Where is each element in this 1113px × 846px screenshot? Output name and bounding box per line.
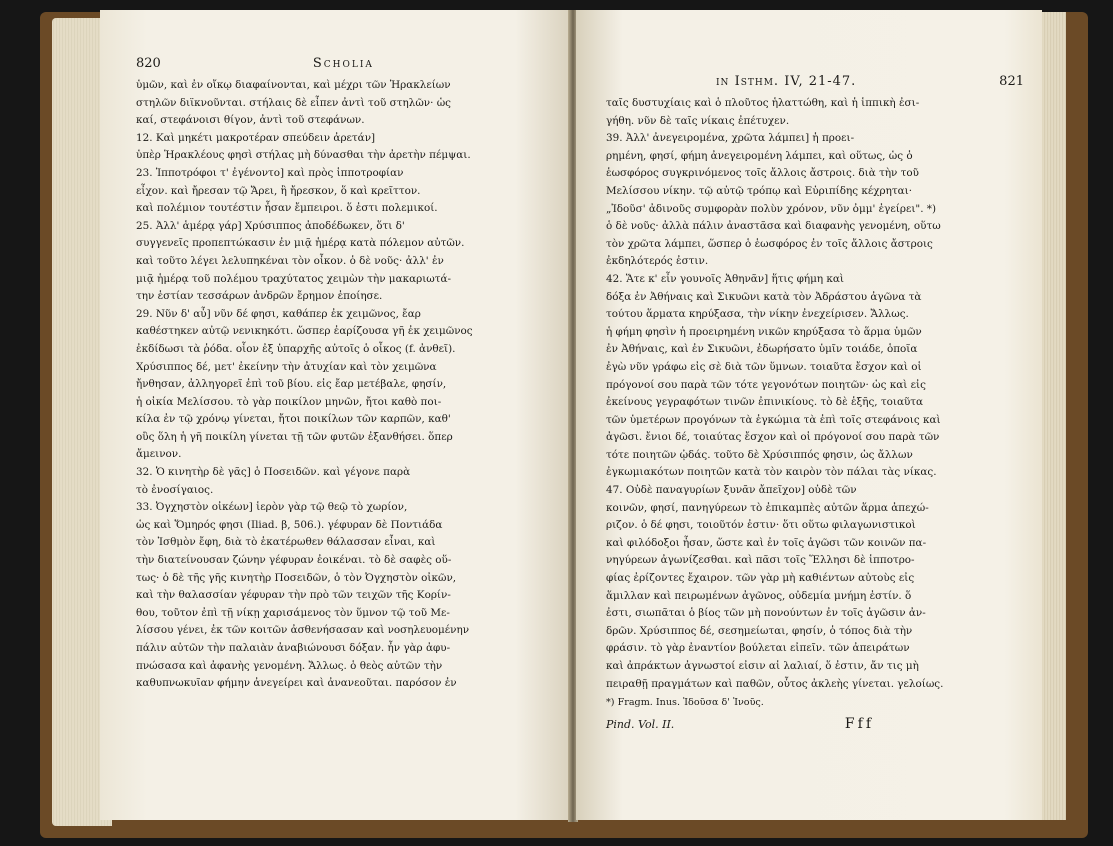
text-line: ἐν Ἀθήναις, καὶ ἐν Σικυῶνι, ἐδωρήσατο ὑμῖν τοιάδε, ὁποῖα [606,343,918,356]
right-page [576,10,1042,820]
left-page [100,10,572,820]
text-line: θου, τοῦτον ἐπὶ τῇ νίκῃ χαρισάμενος τὸν ὕμνον τῷ τοῦ Με- [136,606,450,619]
text-line: συγγενεῖς προπεπτώκασιν ἐν μιᾷ ἡμέρᾳ κατὰ πόλεμον αὐτῶν. [136,237,465,250]
text-line: καὶ τοῦτο λέγει λελυπηκέναι τὸν οἶκον. ὁ δὲ νοῦς· ἀλλ' ἐν [136,254,444,267]
left-page-number: 820 [136,56,161,71]
text-line: ὑμῶν, καὶ ἐν οἴκῳ διαφαίνονται, καὶ μέχρι τῶν Ἡρακλείων [136,79,451,91]
text-line: ἐγὼ νῦν γράφω εἰς σὲ διὰ τῶν ὕμνων. τοιαῦτα ἔσχον καὶ οἱ [606,360,922,373]
text-line: ριζον. ὁ δέ φησι, τοιοῦτόν ἐστιν· ὅτι οὕτω φιλαγωνιστικοὶ [606,519,916,532]
text-line: τούτου ἅρματα κηρύξασα, τὴν νίκην ἐνεχείρισεν. Ἄλλως. [606,308,909,321]
text-line: πειραθῇ πραγμάτων καὶ παθῶν, οὗτος ἀκλεὴς γίνεται. γελοίως. [606,677,944,690]
text-line: γήθη. νῦν δὲ ταῖς νίκαις ἐπέτυχεν. [606,114,790,127]
text-line: ἑωσφόρος συγκρινόμενος τοῖς ἄλλοις ἄστροις. διὰ τὴν τοῦ [606,167,919,180]
text-line: πάλιν αὐτῶν τὴν παλαιὰν ἀναβιώνουσι δόξαν. ἦν γὰρ ἀφυ- [136,642,451,654]
text-line: ἐκδίδωσι τὰ ῥόδα. οἷον ἐξ ὑπαρχῆς αὐτοῖς ὁ οἶκος (f. ἀνθεῖ). [136,342,456,355]
text-line: Μελίσσου νίκην. τῷ αὐτῷ τρόπῳ καὶ Εὐριπίδης κέχρηται· [606,184,913,197]
right-page-text [606,95,1024,693]
text-line: καὶ τὴν θαλασσίαν γέφυραν τὴν πρὸ τῶν τειχῶν τῆς Κορίν- [136,589,451,602]
left-running-title: Scholia [312,56,374,71]
text-line: 12. Καὶ μηκέτι μακροτέραν σπεύδειν ἀρετάν] [136,131,376,144]
text-line: ἄμεινον. [136,448,182,461]
left-page-text [136,77,546,693]
text-line: ταῖς δυστυχίαις καὶ ὁ πλοῦτος ἡλαττώθη, καὶ ἡ ἱππικὴ ἐσι- [606,97,920,109]
footnote: *) Fragm. Inus. Ἰδοῦσα δ' Ἰνοῦς. [606,697,764,709]
text-line: 33. Ὀγχηστὸν οἰκέων] ἱερὸν γὰρ τῷ θεῷ τὸ χωρίον, [136,501,408,514]
signature-mark: Fff [844,716,874,733]
text-line: καθέστηκεν αὐτῷ νενικηκότι. ὥσπερ ἐαρίζουσα γῆ ἐκ χειμῶνος [136,325,473,338]
text-line: 47. Οὐδὲ παναγυρίων ξυνᾶν ἄπεῖχον] οὐδὲ τῶν [606,484,857,497]
text-line: νηγύρεων ἀγωνίζεσθαι. καὶ πᾶσι τοῖς Ἕλλησι δὲ ἱπποτρο- [606,554,915,567]
text-line: 39. Ἀλλ' ἀνεγειρομένα, χρῶτα λάμπει] ἡ προει- [606,132,855,145]
text-line: καθυπνωκυῖαν φήμην ἀνεγείρει καὶ ἀνανεοῦται. παρόσον ἐν [136,677,457,690]
text-line: εἶχον. καὶ ἤρεσαν τῷ Ἄρει, ἢ ἤρεσκον, ὅ καὶ κρεῖττον. [136,184,421,197]
text-line: ἡ οἰκία Μελίσσου. τὸ γὰρ ποικίλον μηνῶν, ἤτοι καθὸ ποι- [136,395,442,408]
text-line: ἐστι, σιωπᾶται ὁ βίος τῶν μὴ πονούντων ἐν τοῖς ἀγῶσιν ἀν- [606,607,926,620]
right-page-header [606,74,1024,89]
text-line: 42. Ἅτε κ' εἶν γουνοῖς Ἀθηνᾶν] ἥτις φήμη καὶ [606,272,845,285]
text-line: ρημένη, φησί, φήμη ἀνεγειρομένη λάμπει, καὶ οὕτως, ὡς ὁ [606,149,913,162]
text-line: ἡ φήμη φησὶν ἡ προειρημένη νικῶν κηρύξασα τὸ ἅρμα ὑμῶν [606,325,922,338]
text-line: τὸ ἐνοσίγαιος. [136,483,214,496]
text-line: „Ἰδοῦσ' ἀδινοῦς συμφορὰν πολὺν χρόνον, νῦν ὀμμ' ἐγείρει". *) [606,202,937,215]
text-line: τότε ποιητῶν ᾠδάς. τοῦτο δὲ Χρύσιππός φησιν, ὡς ἄλλων [606,448,913,461]
text-line: 23. Ἱπποτρόφοι τ' ἐγένοντο] καὶ πρὸς ἱπποτροφίαν [136,166,404,179]
text-line: στηλῶν διϊκνοῦνται. στήλαις δὲ εἶπεν ἀντὶ τοῦ στηλῶν· ὡς [136,96,452,109]
text-line: καὶ φιλόδοξοι ἦσαν, ὥστε καὶ ἐν τοῖς ἀγῶσι τῶν κοινῶν πα- [606,536,927,549]
right-page-footer [606,716,1024,732]
text-line: οὓς ὅλη ἡ γῆ ποικίλη γίνεται τῇ τῶν φυτῶν ἐξανθήσει. ὅπερ [136,430,453,443]
text-line: μιᾷ ἡμέρᾳ τοῦ πολέμου τραχύτατος χειμὼν τὴν μακαριωτά- [136,272,452,285]
text-line: Χρύσιππος δέ, μετ' ἐκείνην τὴν ἀτυχίαν καὶ τὸν χειμῶνα [136,360,437,373]
left-page-header [136,56,546,71]
text-line: κοινῶν, φησί, πανηγύρεων τὸ ἐπικαμπὲς αὐτῶν ἅρμα ἀπεχώ- [606,501,929,514]
volume-label: Pind. Vol. II. [606,718,675,732]
text-line: ἐγκωμιακότων ποιητῶν κατὰ τὸν καιρὸν τὸν πάλαι τὰς νίκας. [606,466,937,479]
text-line: 29. Νῦν δ' αὖ] νῦν δέ φησι, καθάπερ ἐκ χειμῶνος, ἔαρ [136,307,421,320]
text-line: καὶ πολέμιον τουτέστιν ἦσαν ἔμπειροι. ὅ ἐστι πολεμικοί. [136,202,438,215]
text-line: δρῶν. Χρύσιππος δέ, σεσημείωται, φησίν, ὁ τόπος διὰ τὴν [606,624,913,637]
text-line: ὡς καὶ Ὅμηρός φησι (Iliad. β, 506.). γέφυραν δὲ Ποντιάδα [136,518,443,531]
text-line: ἐκδηλότερός ἐστιν. [606,255,709,268]
text-line: τὸν χρῶτα λάμπει, ὥσπερ ὁ ἑωσφόρος ἐν τοῖς ἄλλοις ἄστροις [606,237,933,250]
text-line: δόξα ἐν Ἀθήναις καὶ Σικυῶνι κατὰ τὸν Ἀδράστου ἀγῶνα τὰ [606,290,922,303]
text-line: τως· ὁ δὲ τῆς γῆς κινητὴρ Ποσειδῶν, ὁ τὸν Ὀγχηστὸν οἰκῶν, [136,571,457,584]
text-line: ἤνθησαν, ἀλληγορεῖ ἐπὶ τοῦ βίου. εἰς ἔαρ μετέβαλε, φησίν, [136,378,447,391]
text-line: τὸν Ἰσθμὸν ἔφη, διὰ τὸ ἑκατέρωθεν θάλασσαν εἶναι, καὶ [136,536,436,549]
text-line: τῶν ὑμετέρων προγόνων τὰ ἐγκώμια τὰ ἐπὶ τοῖς στεφάνοις καὶ [606,413,941,426]
text-line: πρόγονοί σου παρὰ τῶν τότε γεγονότων ποιητῶν· ὡς καὶ εἰς [606,378,926,391]
text-line: 32. Ὁ κινητὴρ δὲ γᾶς] ὁ Ποσειδῶν. καὶ γέγονε παρὰ [136,466,411,479]
text-line: πνώσασα καὶ ἀφανὴς γενομένη. Ἄλλως. ὁ θεὸς αὐτῶν τὴν [136,659,443,672]
text-line: λίσσου γένει, ἐκ τῶν κοιτῶν ἀσθενήσασαν καὶ νοσηλευομένην [136,624,470,637]
text-line: την ἑστίαν τεσσάρων ἀνδρῶν ἔρημον ἐποίησε. [136,290,383,303]
text-line: ὑπὲρ Ἡρακλέους φησὶ στήλας μὴ δύνασθαι τὴν ἀρετὴν πέμψαι. [136,149,471,162]
text-line: κίλα ἐν τῷ χρόνῳ γίνεται, ἤτοι ποικίλων τῶν καρπῶν, καθ' [136,413,451,426]
text-line: φίας ἐρίζοντες ἔχαιρον. τῶν γὰρ μὴ καθιέντων αὐτοὺς εἰς [606,572,915,585]
text-line: φράσιν. τὸ γὰρ ἐναντίον βούλεται εἰπεῖν. τῶν ἀπειράτων [606,642,910,655]
text-line: τὴν διατείνουσαν ζώνην γέφυραν ἐοικέναι. τὸ δὲ σαφὲς οὕ- [136,554,452,567]
text-line: ὁ δὲ νοῦς· ἀλλὰ πάλιν ἀναστᾶσα καὶ διαφανὴς γενομένη, οὕτω [606,220,941,233]
text-line: ἅμιλλαν καὶ πειρωμένων ἀγῶνος, οὐδεμία μνήμη ἐστίν. ὅ [606,589,912,602]
text-line: καί, στεφάνοισι θίγον, ἀντὶ τοῦ στεφάνων. [136,114,365,127]
text-line: ἐκείνους γεγραφότων τινῶν ἐπινικίους. τὸ δὲ ἑξῆς, τοιαῦτα [606,396,924,409]
text-line: 25. Ἀλλ' ἁμέρᾳ γάρ] Χρύσιππος ἀποδέδωκεν, ὅτι δ' [136,219,405,232]
right-page-number: 821 [999,74,1024,89]
page-edges-right [1040,12,1066,820]
right-running-title: in Isthm. IV, 21-47. [716,74,857,89]
text-line: καὶ ἀπράκτων ἀγνωστοί εἰσιν αἱ λαλιαί, ὅ ἐστιν, ἄν τις μὴ [606,660,919,672]
text-line: ἀγῶσι. ἔνιοι δέ, τοιαύτας ἔσχον καὶ οἱ πρόγονοί σου παρὰ τῶν [606,431,940,444]
